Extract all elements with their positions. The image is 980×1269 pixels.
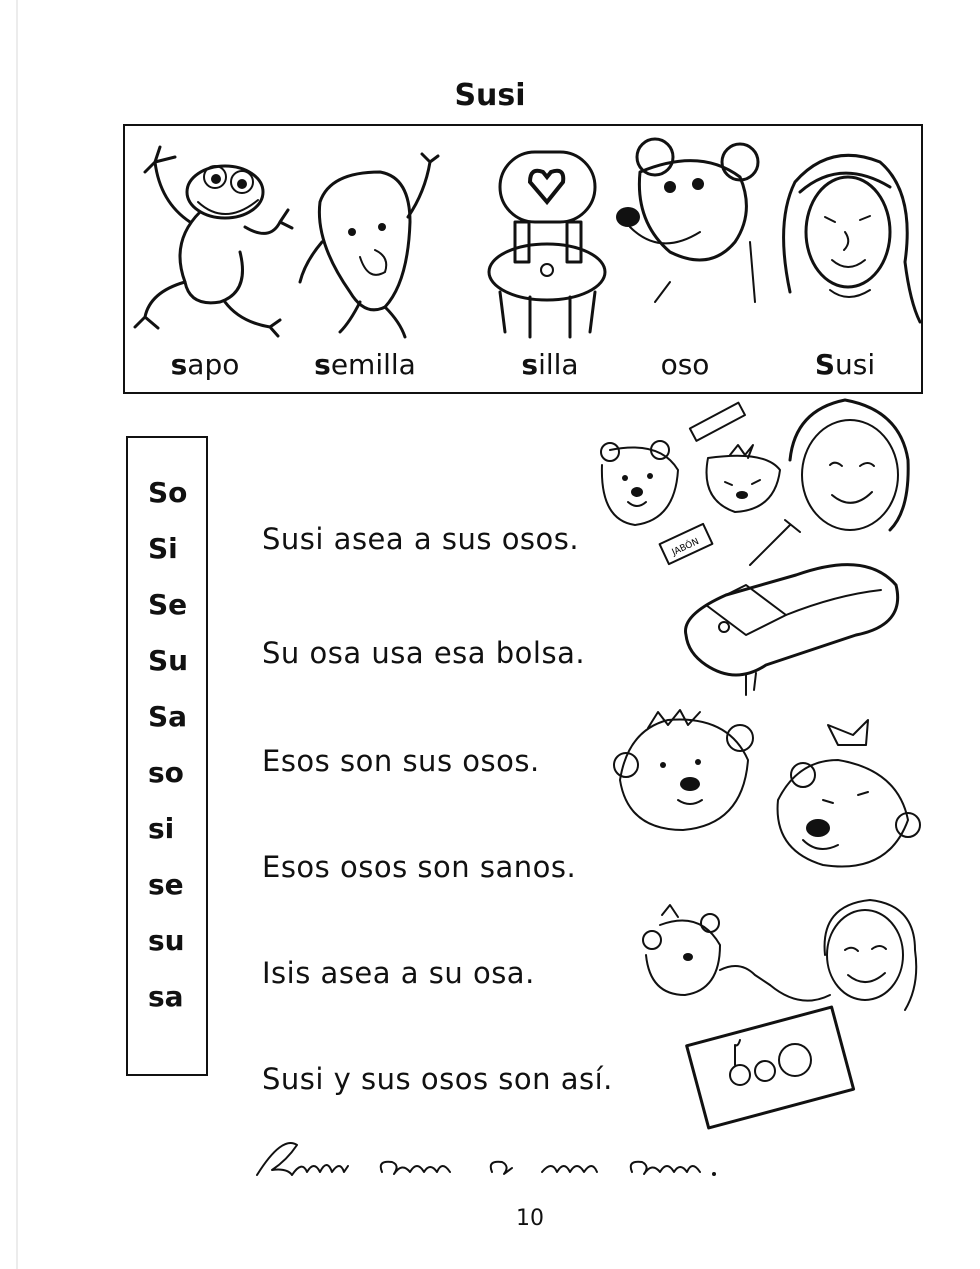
reading-sentence: Esos osos son sanos. [262, 850, 577, 884]
syllable: Su [148, 644, 189, 677]
syllable-box [126, 436, 208, 1076]
picture-item-oso [605, 126, 765, 392]
picture-label-semilla: semilla [314, 348, 416, 381]
two-bears-illustration [608, 700, 928, 880]
frog-icon [130, 132, 280, 342]
girl-washing-bears-illustration [590, 400, 920, 570]
picture-vocabulary-box [123, 124, 923, 394]
syllable: So [148, 476, 188, 509]
syllable: so [148, 756, 184, 789]
bag-illustration [676, 555, 906, 705]
syllable: su [148, 924, 185, 957]
picture-label-silla: silla [521, 348, 579, 381]
picture-label-susi: Susi [814, 348, 876, 381]
picture-label-oso: oso [660, 348, 710, 381]
reading-sentence: Susi y sus osos son así. [262, 1062, 613, 1096]
cursive-handwriting-line [252, 1130, 752, 1190]
girl-and-bear-photo-illustration [640, 895, 930, 1135]
page-edge [16, 0, 18, 1269]
reading-sentence: Su osa usa esa bolsa. [262, 636, 586, 670]
syllable: sa [148, 980, 184, 1013]
syllable: Se [148, 588, 188, 621]
picture-item-semilla [285, 126, 445, 392]
reading-sentence: Isis asea a su osa. [262, 956, 535, 990]
picture-label-sapo: sapo [170, 348, 240, 381]
page-number: 10 [516, 1206, 544, 1231]
chair-icon [475, 132, 625, 342]
syllable: Si [148, 532, 178, 565]
girl-icon [770, 132, 920, 342]
syllable: si [148, 812, 175, 845]
seed-icon [290, 132, 440, 342]
soap-label: JABÓN [670, 536, 701, 559]
picture-item-sapo [125, 126, 285, 392]
picture-item-susi [765, 126, 925, 392]
reading-sentence: Esos son sus osos. [262, 744, 540, 778]
syllable: se [148, 868, 184, 901]
page-title: Susi [454, 78, 526, 113]
bear-icon [610, 132, 760, 342]
reading-sentence: Susi asea a sus osos. [262, 522, 580, 556]
syllable: Sa [148, 700, 188, 733]
